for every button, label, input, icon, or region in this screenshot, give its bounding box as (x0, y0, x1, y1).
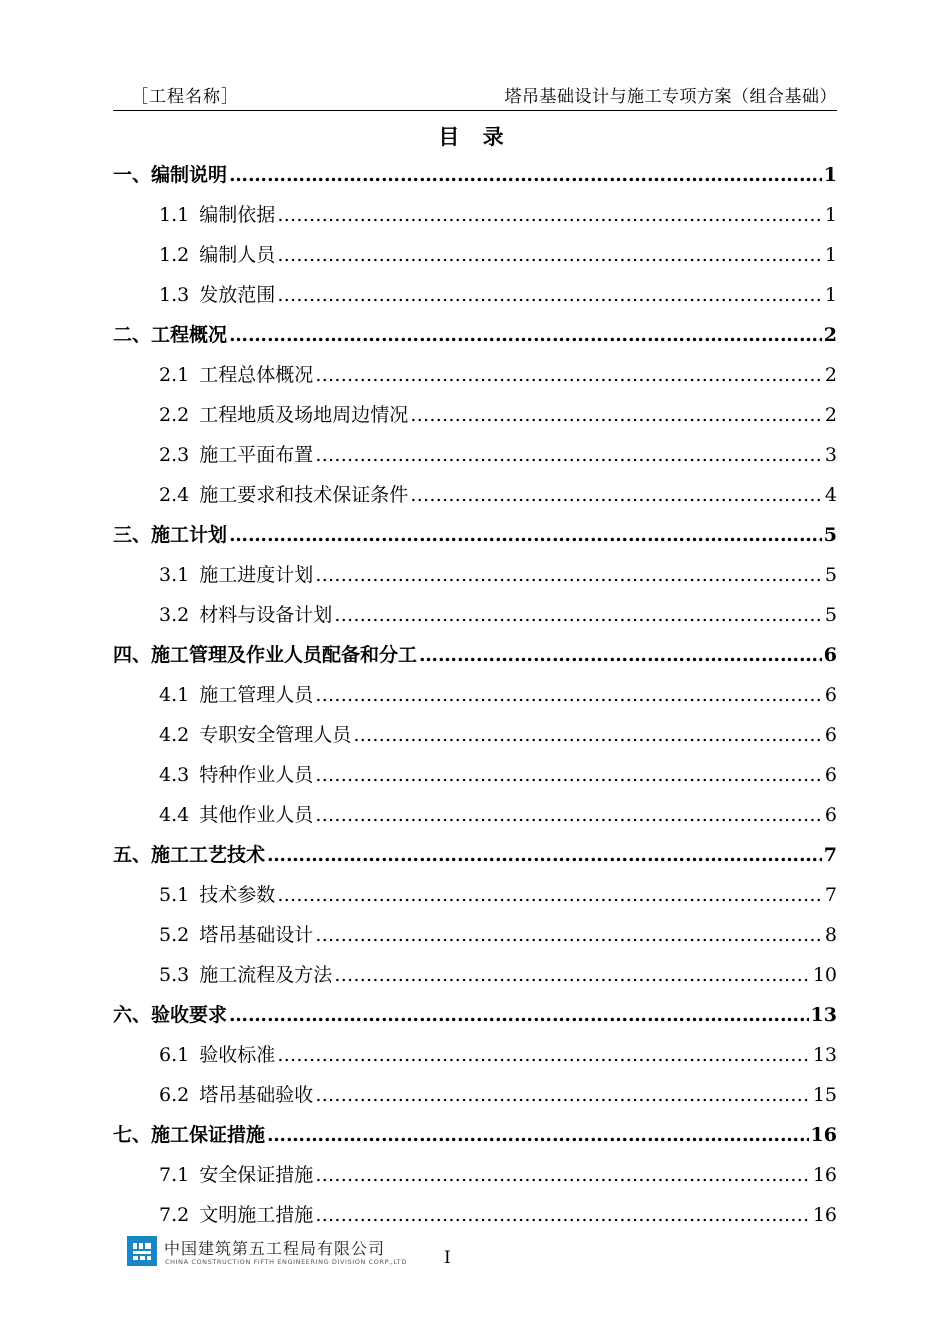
toc-entry-text: 工程总体概况 (199, 364, 314, 386)
toc-leader-dots (315, 675, 823, 715)
toc-page-number: 6 (824, 804, 837, 826)
toc-subsection[interactable] (113, 955, 837, 995)
toc-page-number: 2 (824, 364, 837, 386)
header-project-name: ［工程名称］ (131, 87, 239, 107)
footer-company-name: 中国建筑第五工程局有限公司 (164, 1239, 386, 1258)
toc-entry-text: 二、工程概况 (113, 324, 228, 346)
toc-entry-number: 2.2 (159, 404, 190, 426)
toc-leader-dots (229, 155, 822, 195)
toc-entry-label (159, 715, 351, 755)
toc-subsection[interactable] (113, 395, 837, 435)
toc-subsection[interactable] (113, 195, 837, 235)
toc-entry-label (159, 955, 332, 995)
toc-entry-label (159, 1195, 313, 1235)
toc-subsection[interactable] (113, 675, 837, 715)
toc-leader-dots (229, 315, 822, 355)
toc-leader-dots (267, 835, 822, 875)
toc-entry-label (159, 235, 275, 275)
toc-page-number: 16 (812, 1164, 837, 1186)
toc-entry-text: 其他作业人员 (199, 804, 314, 826)
toc-leader-dots (315, 435, 823, 475)
toc-leader-dots (229, 995, 809, 1035)
toc-leader-dots (315, 915, 823, 955)
toc-leader-dots (277, 1035, 811, 1075)
toc-leader-dots (277, 195, 823, 235)
toc-page-number: 13 (810, 1004, 837, 1026)
toc-leader-dots (277, 235, 823, 275)
toc-entry-number: 3.1 (159, 564, 190, 586)
toc-subsection[interactable] (113, 795, 837, 835)
toc-entry-label (159, 435, 313, 475)
toc-entry-text: 三、施工计划 (113, 524, 228, 546)
toc-page-number: 4 (824, 484, 837, 506)
toc-entry-number: 3.2 (159, 604, 190, 626)
toc-entry-text: 施工要求和技术保证条件 (199, 484, 409, 506)
table-of-contents (113, 155, 837, 1235)
toc-entry-text: 特种作业人员 (199, 764, 314, 786)
toc-section[interactable] (113, 515, 837, 555)
toc-subsection[interactable] (113, 1075, 837, 1115)
toc-page-number: 16 (810, 1124, 837, 1146)
toc-entry-label (159, 595, 332, 635)
toc-page-number: 6 (824, 764, 837, 786)
footer-company-name-en: CHINA CONSTRUCTION FIFTH ENGINEERING DIVISION CORP.,LTD (165, 1258, 407, 1266)
toc-leader-dots (419, 635, 822, 675)
toc-page-number: 3 (824, 444, 837, 466)
toc-entry-label (159, 475, 408, 515)
toc-page-number: 5 (823, 524, 837, 546)
toc-page-number: 5 (824, 564, 837, 586)
toc-section[interactable] (113, 315, 837, 355)
toc-entry-number: 7.1 (159, 1164, 190, 1186)
toc-leader-dots (334, 955, 811, 995)
toc-entry-text: 施工流程及方法 (199, 964, 333, 986)
toc-entry-label (113, 315, 227, 355)
toc-leader-dots (410, 395, 823, 435)
toc-entry-text: 六、验收要求 (113, 1004, 228, 1026)
toc-section[interactable] (113, 635, 837, 675)
toc-entry-text: 七、施工保证措施 (113, 1124, 266, 1146)
toc-subsection[interactable] (113, 275, 837, 315)
toc-page-number: 7 (823, 844, 837, 866)
toc-page-number: 1 (824, 204, 837, 226)
toc-subsection[interactable] (113, 555, 837, 595)
toc-entry-label (113, 1115, 265, 1155)
toc-entry-label (113, 155, 227, 195)
toc-subsection[interactable] (113, 435, 837, 475)
toc-page-number: 6 (823, 644, 837, 666)
toc-entry-label (159, 195, 275, 235)
toc-subsection[interactable] (113, 355, 837, 395)
toc-entry-number: 7.2 (159, 1204, 190, 1226)
toc-page-number: 15 (812, 1084, 837, 1106)
toc-page-number: 1 (823, 164, 837, 186)
toc-subsection[interactable] (113, 1195, 837, 1235)
toc-entry-label (159, 755, 313, 795)
toc-page-number: 5 (824, 604, 837, 626)
toc-subsection[interactable] (113, 1035, 837, 1075)
toc-subsection[interactable] (113, 915, 837, 955)
toc-entry-text: 四、施工管理及作业人员配备和分工 (113, 644, 418, 666)
toc-entry-text: 工程地质及场地周边情况 (199, 404, 409, 426)
toc-entry-number: 2.4 (159, 484, 190, 506)
toc-subsection[interactable] (113, 595, 837, 635)
toc-leader-dots (315, 1155, 811, 1195)
toc-leader-dots (315, 355, 823, 395)
toc-entry-label (159, 875, 275, 915)
toc-entry-label (113, 835, 265, 875)
toc-entry-number: 4.1 (159, 684, 190, 706)
toc-subsection[interactable] (113, 715, 837, 755)
toc-leader-dots (277, 275, 823, 315)
toc-section[interactable] (113, 995, 837, 1035)
toc-subsection[interactable] (113, 1155, 837, 1195)
toc-section[interactable] (113, 835, 837, 875)
toc-subsection[interactable] (113, 875, 837, 915)
toc-entry-number: 1.3 (159, 284, 190, 306)
toc-entry-text: 一、编制说明 (113, 164, 228, 186)
toc-entry-number: 2.1 (159, 364, 190, 386)
company-logo-icon (127, 1236, 157, 1266)
toc-entry-label (159, 555, 313, 595)
toc-leader-dots (315, 795, 823, 835)
toc-entry-text: 材料与设备计划 (199, 604, 333, 626)
toc-subsection[interactable] (113, 755, 837, 795)
toc-title: 目 录 (438, 124, 512, 149)
toc-section[interactable] (113, 1115, 837, 1155)
toc-page-number: 1 (824, 284, 837, 306)
toc-entry-label (159, 795, 313, 835)
toc-page-number: 8 (824, 924, 837, 946)
toc-entry-number: 6.2 (159, 1084, 190, 1106)
toc-entry-text: 施工平面布置 (199, 444, 314, 466)
toc-leader-dots (315, 1195, 811, 1235)
page-header (113, 80, 837, 111)
toc-leader-dots (315, 1075, 811, 1115)
toc-entry-number: 1.1 (159, 204, 190, 226)
toc-page-number: 13 (812, 1044, 837, 1066)
toc-entry-label (159, 1075, 313, 1115)
toc-page-number: 2 (823, 324, 837, 346)
toc-page-number: 6 (824, 684, 837, 706)
toc-entry-text: 文明施工措施 (199, 1204, 314, 1226)
toc-entry-text: 发放范围 (199, 284, 276, 306)
toc-entry-number: 5.1 (159, 884, 190, 906)
toc-page-number: 10 (812, 964, 837, 986)
toc-entry-text: 技术参数 (199, 884, 276, 906)
toc-leader-dots (315, 755, 823, 795)
toc-leader-dots (277, 875, 823, 915)
toc-section[interactable] (113, 155, 837, 195)
toc-subsection[interactable] (113, 475, 837, 515)
toc-subsection[interactable] (113, 235, 837, 275)
toc-page-number: 1 (824, 244, 837, 266)
toc-entry-label (159, 395, 408, 435)
toc-entry-text: 塔吊基础设计 (199, 924, 314, 946)
toc-page-number: 7 (824, 884, 837, 906)
toc-entry-text: 施工管理人员 (199, 684, 314, 706)
toc-entry-text: 五、施工工艺技术 (113, 844, 266, 866)
toc-leader-dots (229, 515, 822, 555)
toc-page-number: 2 (824, 404, 837, 426)
toc-entry-text: 验收标准 (199, 1044, 276, 1066)
toc-entry-label (159, 275, 275, 315)
toc-entry-label (113, 515, 227, 555)
toc-entry-text: 塔吊基础验收 (199, 1084, 314, 1106)
toc-entry-label (159, 675, 313, 715)
page-number: I (444, 1248, 451, 1268)
toc-entry-label (113, 635, 417, 675)
toc-leader-dots (353, 715, 823, 755)
toc-entry-text: 安全保证措施 (199, 1164, 314, 1186)
toc-entry-number: 4.4 (159, 804, 190, 826)
toc-entry-label (159, 1155, 313, 1195)
toc-entry-number: 5.3 (159, 964, 190, 986)
toc-entry-label (113, 995, 227, 1035)
toc-entry-text: 编制依据 (199, 204, 276, 226)
toc-entry-number: 1.2 (159, 244, 190, 266)
toc-entry-label (159, 355, 313, 395)
toc-entry-label (159, 1035, 275, 1075)
toc-entry-text: 编制人员 (199, 244, 276, 266)
toc-page-number: 16 (812, 1204, 837, 1226)
toc-entry-number: 6.1 (159, 1044, 190, 1066)
toc-leader-dots (315, 555, 823, 595)
toc-entry-text: 专职安全管理人员 (199, 724, 352, 746)
toc-entry-number: 5.2 (159, 924, 190, 946)
toc-entry-label (159, 915, 313, 955)
toc-leader-dots (267, 1115, 809, 1155)
header-doc-title: 塔吊基础设计与施工专项方案（组合基础） (504, 87, 837, 107)
toc-entry-number: 4.3 (159, 764, 190, 786)
toc-entry-number: 2.3 (159, 444, 190, 466)
toc-leader-dots (410, 475, 823, 515)
toc-entry-text: 施工进度计划 (199, 564, 314, 586)
toc-entry-number: 4.2 (159, 724, 190, 746)
toc-leader-dots (334, 595, 823, 635)
toc-page-number: 6 (824, 724, 837, 746)
